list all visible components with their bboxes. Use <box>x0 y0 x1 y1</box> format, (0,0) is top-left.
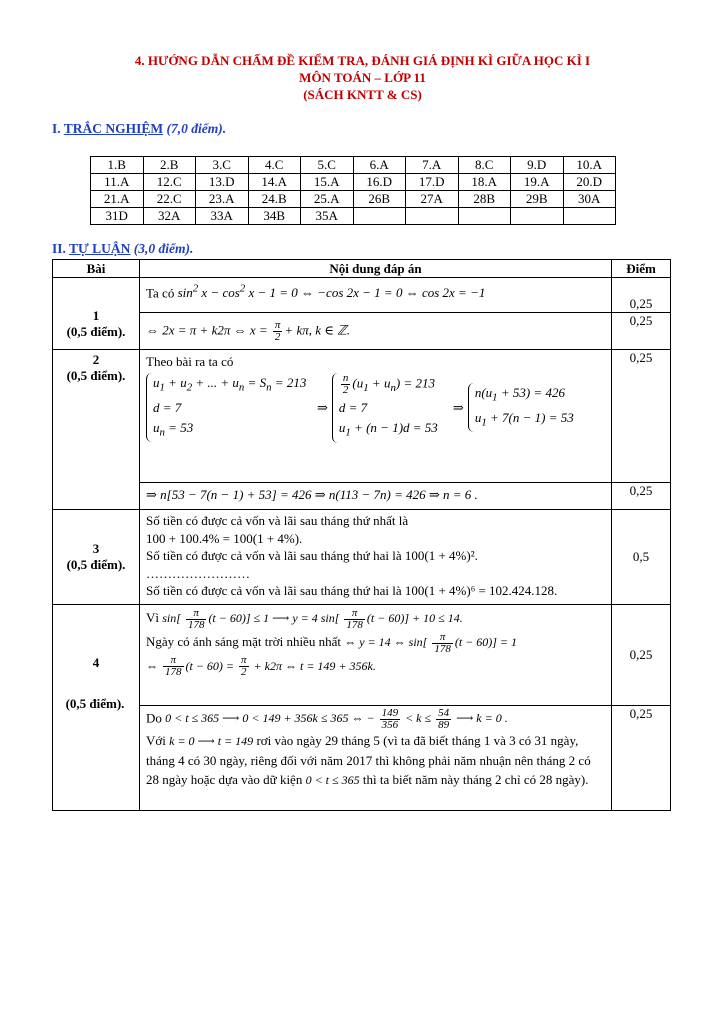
answer-cell: 10.A <box>563 157 616 174</box>
answer-cell: 27A <box>406 191 459 208</box>
table-row <box>53 706 671 811</box>
table-row <box>53 350 671 483</box>
answer-cell: 24.B <box>248 191 301 208</box>
table-row <box>91 208 616 225</box>
doc-title-line3: (SÁCH KNTT & CS) <box>303 87 422 102</box>
answer-cell: 16.D <box>353 174 406 191</box>
problem-1-label: 1 (0,5 điểm). <box>53 278 140 350</box>
multiple-choice-answer-table <box>90 156 616 225</box>
problem-2-system: Theo bài ra ta có $u_1 + u_2$ + ... + $u_n = S_n = 213$ d = 7 $u_n = 53$ ⇒ $\frac{n}{2}$ $(u_1 + u_n) = 213$ d = 7 $u_1 + (n - 1)d = 53$ ⇒ $n(u_1 + 53) = 426$ $u_1 + 7(n - 1) = 53$ <box>140 350 612 483</box>
answer-cell: 12.C <box>143 174 196 191</box>
problem-1-score1: 0,25 <box>612 278 671 313</box>
problem-4-part1: Vì sin[ $\frac{\pi}{178}$ (t − 60)] ≤ 1 ⟶ y = 4 sin[ $\frac{\pi}{178}$ (t − 60)] + 10 ≤ 14. Ngày có ánh sáng mặt trời nhiều nhất ⇔ y = 14 ⇔ sin[ $\frac{\pi}{178}$ (t − 60)] = 1 ⇔ $\frac{\pi}{178}$ (t − 60) = $\frac{\pi}{2}$ + k2π ⇔ t = 149 + 356k. <box>140 605 612 706</box>
answer-cell <box>353 208 406 225</box>
answer-cell <box>406 208 459 225</box>
answer-cell: 34B <box>248 208 301 225</box>
answer-cell: 30A <box>563 191 616 208</box>
problem-1-step1: Ta có $\sin^2 x - \cos^2 x - 1 = 0$ ⇔ −cos 2x − 1 = 0 ⇔ cos 2x = −1 <box>140 278 612 313</box>
header-noi-dung: Nội dung đáp án <box>140 260 612 278</box>
problem-3-label: 3 (0,5 điểm). <box>53 510 140 605</box>
essay-answer-table <box>52 259 671 811</box>
answer-cell: 15.A <box>301 174 354 191</box>
table-row <box>91 174 616 191</box>
section-multiple-choice-heading <box>52 121 226 137</box>
section-label: TỰ LUẬN <box>69 241 131 256</box>
section-points: (7,0 điểm). <box>163 121 227 136</box>
answer-cell: 25.A <box>301 191 354 208</box>
doc-title-line2: MÔN TOÁN – LỚP 11 <box>299 70 426 85</box>
problem-2-score2: 0,25 <box>612 483 671 510</box>
problem-3-score: 0,5 <box>612 510 671 605</box>
table-row <box>91 157 616 174</box>
table-row <box>53 483 671 510</box>
section-number: I. <box>52 121 64 136</box>
answer-cell: 33A <box>196 208 249 225</box>
section-essay-heading <box>52 241 193 257</box>
answer-cell: 1.B <box>91 157 144 174</box>
answer-cell <box>563 208 616 225</box>
answer-cell: 2.B <box>143 157 196 174</box>
answer-cell: 22.C <box>143 191 196 208</box>
table-header-row <box>53 260 671 278</box>
answer-cell: 26B <box>353 191 406 208</box>
problem-2-label: 2 (0,5 điểm). <box>53 350 140 510</box>
problem-3-content: Số tiền có được cả vốn và lãi sau tháng thứ nhất là 100 + 100.4% = 100(1 + 4%). Số tiền có được cả vốn và lãi sau tháng thứ hai là 100(1 + 4%)². …………………… Số tiền có được cả vốn và lãi sau tháng thứ hai là 100(1 + 4%)⁶ = 102.424.128. <box>140 510 612 605</box>
problem-1-score2: 0,25 <box>612 313 671 350</box>
table-row <box>53 278 671 313</box>
table-row <box>53 510 671 605</box>
answer-cell: 23.A <box>196 191 249 208</box>
answer-cell: 8.C <box>458 157 511 174</box>
doc-title-line1: 4. HƯỚNG DẪN CHẤM ĐỀ KIỂM TRA, ĐÁNH GIÁ ĐỊNH KÌ GIỮA HỌC KÌ I <box>134 53 591 68</box>
answer-cell: 18.A <box>458 174 511 191</box>
answer-cell: 17.D <box>406 174 459 191</box>
answer-cell: 31D <box>91 208 144 225</box>
table-row <box>53 605 671 706</box>
answer-cell: 3.C <box>196 157 249 174</box>
answer-cell: 9.D <box>511 157 564 174</box>
problem-4-score2: 0,25 <box>612 706 671 811</box>
answer-cell: 7.A <box>406 157 459 174</box>
answer-cell: 11.A <box>91 174 144 191</box>
problem-2-result: ⇒ n[53 − 7(n − 1) + 53] = 426 ⇒ n(113 − 7n) = 426 ⇒ n = 6 . <box>140 483 612 510</box>
answer-cell: 21.A <box>91 191 144 208</box>
problem-4-sub: (0,5 điểm). <box>65 696 125 711</box>
answer-cell: 28B <box>458 191 511 208</box>
answer-cell: 32A <box>143 208 196 225</box>
section-points: (3,0 điểm). <box>130 241 194 256</box>
table-row <box>91 191 616 208</box>
answer-cell <box>458 208 511 225</box>
answer-cell: 19.A <box>511 174 564 191</box>
answer-cell <box>511 208 564 225</box>
problem-1-step2: ⇔ 2x = π + k2π ⇔ x = $\frac{\pi}{2}$ + kπ, k ∈ ℤ. <box>140 313 612 350</box>
section-number: II. <box>52 241 70 256</box>
answer-cell: 5.C <box>301 157 354 174</box>
header-bai: Bài <box>53 260 140 278</box>
answer-cell: 14.A <box>248 174 301 191</box>
answer-cell: 20.D <box>563 174 616 191</box>
answer-cell: 13.D <box>196 174 249 191</box>
section-label: TRẮC NGHIỆM <box>63 121 164 136</box>
header-diem: Điểm <box>612 260 671 278</box>
problem-4-score1: 0,25 <box>612 605 671 706</box>
answer-cell: 4.C <box>248 157 301 174</box>
problem-2-score1: 0,25 <box>612 350 671 483</box>
answer-cell: 6.A <box>353 157 406 174</box>
table-row <box>53 313 671 350</box>
problem-4-label: 4 <box>53 605 140 811</box>
answer-cell: 29B <box>511 191 564 208</box>
problem-4-part2: Do 0 < t ≤ 365 ⟶ 0 < 149 + 356k ≤ 365 ⇔ − $\frac{149}{356}$ < k ≤ $\frac{54}{89}$ ⟶ k = 0 . Với k = 0 ⟶ t = 149 rơi vào ngày 29 tháng 5 (vì ta đã biết tháng 1 và 3 có 31 ngày, tháng 4 có 30 ngày, riêng đối với năm 2017 thì không phải năm nhuận nên tháng 2 có 28 ngày hoặc dựa vào dữ kiện 0 < t ≤ 365 thì ta biết năm này tháng 2 chỉ có 28 ngày). <box>140 706 612 811</box>
answer-cell: 35A <box>301 208 354 225</box>
